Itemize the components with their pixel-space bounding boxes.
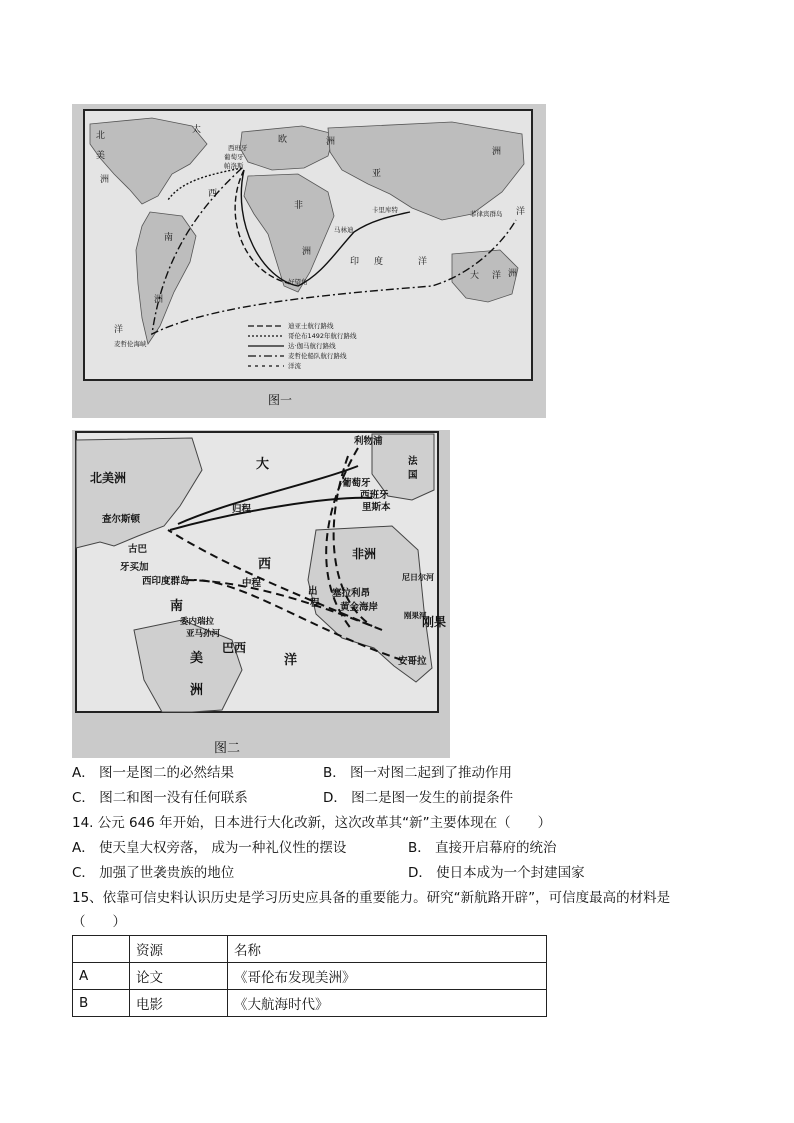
q14-option-c[interactable]: C． 加强了世袭贵族的地位 <box>72 865 235 881</box>
legend-item: 洋流 <box>288 362 301 370</box>
table-row <box>73 990 547 1017</box>
q13-option-a[interactable]: A． 图一是图二的必然结果 <box>72 765 235 781</box>
q14-option-d[interactable]: D． 使日本成为一个封建国家 <box>408 865 585 881</box>
label-portugal: 葡萄牙 <box>342 478 371 489</box>
label-magellan-strait: 麦哲伦海峡 <box>114 340 147 348</box>
label-zhou-eu: 洲 <box>326 137 336 147</box>
table-header-cell <box>73 936 130 963</box>
table-cell: 《哥伦布发现美洲》 <box>228 963 547 990</box>
label-zhou-na: 洲 <box>100 175 110 185</box>
label-xi: 西 <box>258 557 272 572</box>
label-africa: 非洲 <box>352 547 377 561</box>
label-malindi: 马林迪 <box>334 226 354 234</box>
label-sierra: 塞拉利昂 <box>332 588 371 599</box>
label-congo: 刚果 <box>422 615 447 629</box>
label-zhou: 洲 <box>190 683 204 698</box>
label-rome: 帕洛斯 <box>224 162 244 170</box>
label-da: 大 <box>256 457 270 472</box>
q15-answer-paren: （ ） <box>72 914 126 930</box>
label-yang-pac: 洋 <box>516 207 526 217</box>
label-niger: 尼日尔河 <box>402 573 434 582</box>
q13-option-b[interactable]: B． 图一对图二起到了推动作用 <box>323 765 513 781</box>
label-yang-atl: 洋 <box>114 325 124 335</box>
label-guiana: 亚马孙河 <box>186 629 221 639</box>
label-angola: 安哥拉 <box>398 656 427 667</box>
label-da: 太 <box>192 125 202 135</box>
label-congo-river: 刚果河 <box>404 611 427 620</box>
label-cuba: 古巴 <box>128 544 148 555</box>
label-yang-in: 洋 <box>418 257 428 267</box>
q15-stem: 15、依靠可信史料认识历史是学习历史应具备的重要能力。研究“新航路开辟”，可信度最高的材料是 <box>72 890 671 906</box>
table-header-cell: 资源 <box>130 936 228 963</box>
label-zhou-as: 洲 <box>492 147 502 157</box>
table-header-cell: 名称 <box>228 936 547 963</box>
label-nan: 南 <box>170 599 184 614</box>
table-row <box>73 963 547 990</box>
table-header-row <box>73 936 547 963</box>
label-zhou-af: 洲 <box>302 247 312 257</box>
label-north: 北 <box>96 131 106 141</box>
label-mei: 美 <box>190 651 204 666</box>
table-cell: 《大航海时代》 <box>228 990 547 1017</box>
label-spain: 西班牙 <box>360 490 389 501</box>
table-cell: B <box>73 990 130 1017</box>
label-philippines: 菲律宾群岛 <box>470 210 503 218</box>
label-jamaica: 牙买加 <box>120 562 149 573</box>
label-yin: 印 <box>350 257 360 267</box>
label-outbound1: 出 <box>308 586 318 597</box>
figure-1-caption: 图一 <box>268 393 293 407</box>
legend-item: 哥伦布1492年航行路线 <box>288 332 357 340</box>
label-gold-coast: 黄金海岸 <box>340 602 379 613</box>
label-lisbon: 里斯本 <box>362 502 391 513</box>
label-europe: 欧 <box>278 135 288 145</box>
label-charleston: 查尔斯顿 <box>102 514 141 525</box>
label-liverpool: 利物浦 <box>354 436 383 447</box>
label-calicut: 卡里库特 <box>372 206 398 214</box>
figure-1-new-routes-map <box>72 104 546 418</box>
label-middle: 中程 <box>242 578 262 589</box>
label-africa-fei: 非 <box>294 201 304 211</box>
legend-item: 达·伽马航行路线 <box>288 342 336 350</box>
label-xiyang: 西 <box>208 189 218 199</box>
table-cell: 论文 <box>130 963 228 990</box>
label-south-nan: 南 <box>164 233 174 243</box>
legend-item: 麦哲伦船队航行路线 <box>288 352 347 360</box>
label-cape: 好望角 <box>288 278 308 286</box>
label-venezuela: 委内瑞拉 <box>180 617 215 627</box>
label-zhou-oc: 洲 <box>508 269 518 279</box>
q14-option-a[interactable]: A． 使天皇大权旁落， 成为一种礼仪性的摆设 <box>72 840 347 856</box>
figure-2-caption: 图二 <box>214 741 241 756</box>
label-outbound2: 程 <box>310 598 320 609</box>
q14-stem: 14. 公元 646 年开始，日本进行大化改新，这次改革其“新”主要体现在（ ） <box>72 815 552 831</box>
label-ya: 亚 <box>372 169 382 179</box>
label-da-oc: 大 <box>470 271 480 281</box>
label-france: 法 <box>408 456 418 467</box>
label-america1: 美 <box>96 151 106 161</box>
q14-option-b[interactable]: B． 直接开启幕府的统治 <box>408 840 557 856</box>
label-return: 归程 <box>232 504 252 515</box>
label-west-indies: 西印度群岛 <box>142 576 190 587</box>
q13-option-c[interactable]: C． 图二和图一没有任何联系 <box>72 790 248 806</box>
label-du: 度 <box>374 257 384 267</box>
label-yang-oc: 洋 <box>492 271 502 281</box>
q13-option-d[interactable]: D． 图二是图一发生的前提条件 <box>323 790 514 806</box>
label-lisbon: 葡萄牙 <box>224 153 244 161</box>
label-spain: 西班牙 <box>228 144 248 152</box>
figure-2-triangle-trade-map <box>72 430 450 758</box>
table-cell: 电影 <box>130 990 228 1017</box>
q15-source-table <box>72 935 547 1017</box>
label-brazil: 巴西 <box>222 641 247 655</box>
label-france2: 国 <box>408 470 418 481</box>
label-north-america: 北美洲 <box>90 471 127 485</box>
label-yang: 洋 <box>284 653 298 668</box>
legend-item: 迪亚士航行路线 <box>288 322 334 330</box>
label-zhou-sa: 洲 <box>154 295 164 305</box>
table-cell: A <box>73 963 130 990</box>
